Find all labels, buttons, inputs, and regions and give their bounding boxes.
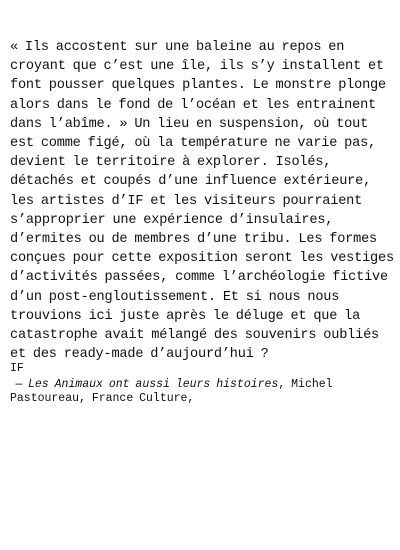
citation-title: Les Animaux ont aussi leurs histoires: [28, 378, 279, 392]
citation-dash: —: [15, 378, 23, 392]
document-page: [10, 38, 396, 406]
citation-source: , Michel Pastoureau, France Culture,: [10, 378, 333, 406]
signature: IF: [10, 362, 24, 376]
main-paragraph: « Ils accostent sur une baleine au repos en croyant que c’est une île, ils s’y installent et font pousser quelques plantes. Le monstre plonge alors dans le fond de l’océan et les entrainent dans l’abîme. » Un lieu en suspension, où tout est comme figé, où la température ne varie pas, devient le territoire à explorer. Isolés, détachés et coupés d’une influence extérieure, les artistes d’IF et les visiteurs pourraient s’approprier une expérience d’insulaires, d’ermites ou de membres d’une tribu. Les formes conçues pour cette exposition seront les vestiges d’activités passées, comme l’archéologie fictive d’un post-engloutissement. Et si nous nous trouvions ici juste après le déluge et que la catastrophe avait mélangé des souvenirs oubliés et des ready-made d’aujourd’hui ?: [10, 40, 394, 363]
citation: [10, 378, 396, 406]
